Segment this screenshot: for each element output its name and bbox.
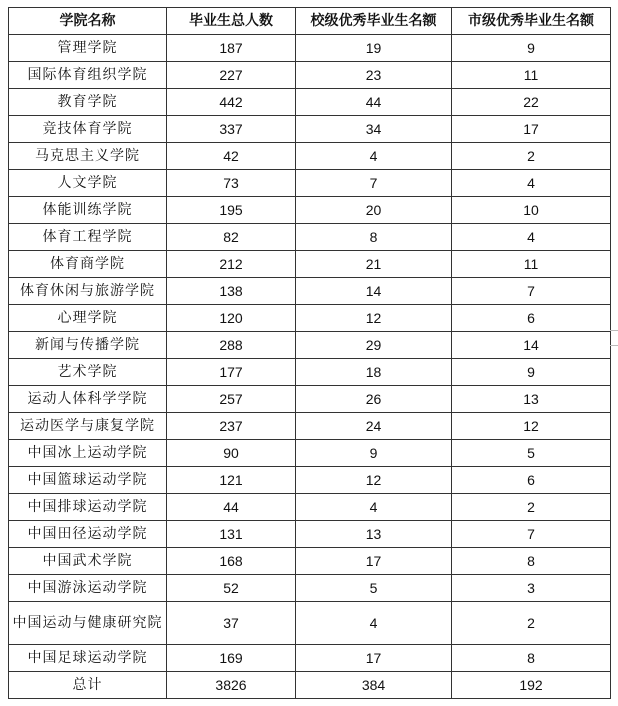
- header-total-graduates: 毕业生总人数: [167, 8, 296, 35]
- table-header-row: [9, 8, 611, 35]
- total-graduates-cell: 73: [167, 170, 296, 197]
- city-quota-cell: 5: [452, 440, 611, 467]
- table-row: [9, 116, 611, 143]
- table-row: [9, 197, 611, 224]
- total-graduates-cell: 212: [167, 251, 296, 278]
- table-row: [9, 35, 611, 62]
- school-quota-cell: 5: [296, 575, 452, 602]
- college-name-cell: 中国田径运动学院: [9, 521, 167, 548]
- college-name-cell: 中国足球运动学院: [9, 645, 167, 672]
- total-graduates-cell: 337: [167, 116, 296, 143]
- total-graduates-cell: 52: [167, 575, 296, 602]
- document-page: [8, 7, 611, 699]
- college-name-cell: 中国武术学院: [9, 548, 167, 575]
- header-college-name: 学院名称: [9, 8, 167, 35]
- total-graduates-cell: 42: [167, 143, 296, 170]
- table-row: [9, 89, 611, 116]
- school-quota-cell: 13: [296, 521, 452, 548]
- college-name-cell: 心理学院: [9, 305, 167, 332]
- college-name-cell: 教育学院: [9, 89, 167, 116]
- college-name-cell: 人文学院: [9, 170, 167, 197]
- city-quota-cell: 22: [452, 89, 611, 116]
- city-quota-cell: 11: [452, 62, 611, 89]
- total-graduates-cell: 131: [167, 521, 296, 548]
- total-graduates-cell: 237: [167, 413, 296, 440]
- college-name-cell: 体能训练学院: [9, 197, 167, 224]
- school-quota-cell: 9: [296, 440, 452, 467]
- table-row: [9, 494, 611, 521]
- college-name-cell: 体育休闲与旅游学院: [9, 278, 167, 305]
- college-name-cell: 新闻与传播学院: [9, 332, 167, 359]
- college-name-cell: 马克思主义学院: [9, 143, 167, 170]
- city-quota-cell: 13: [452, 386, 611, 413]
- total-graduates-cell: 195: [167, 197, 296, 224]
- total-graduates-cell: 168: [167, 548, 296, 575]
- college-name-cell: 中国排球运动学院: [9, 494, 167, 521]
- city-quota-cell: 6: [452, 467, 611, 494]
- city-quota-cell: 2: [452, 494, 611, 521]
- school-quota-cell: 4: [296, 494, 452, 521]
- college-name-cell: 体育工程学院: [9, 224, 167, 251]
- college-name-cell: 中国游泳运动学院: [9, 575, 167, 602]
- total-graduates-cell: 90: [167, 440, 296, 467]
- header-school-level-quota: 校级优秀毕业生名额: [296, 8, 452, 35]
- total-graduates-cell: 442: [167, 89, 296, 116]
- table-row: [9, 413, 611, 440]
- total-label: 总计: [9, 672, 167, 699]
- total-graduates-cell: 82: [167, 224, 296, 251]
- edge-mark: [610, 345, 618, 346]
- city-quota-cell: 7: [452, 278, 611, 305]
- total-graduates-cell: 227: [167, 62, 296, 89]
- total-graduates-cell: 44: [167, 494, 296, 521]
- school-quota-cell: 18: [296, 359, 452, 386]
- total-graduates-cell: 121: [167, 467, 296, 494]
- total-graduates-cell: 257: [167, 386, 296, 413]
- table-row: [9, 645, 611, 672]
- city-quota-cell: 4: [452, 170, 611, 197]
- total-graduates-cell: 187: [167, 35, 296, 62]
- city-quota-cell: 2: [452, 143, 611, 170]
- city-quota-cell: 11: [452, 251, 611, 278]
- school-quota-cell: 19: [296, 35, 452, 62]
- city-quota-cell: 12: [452, 413, 611, 440]
- college-name-cell: 竞技体育学院: [9, 116, 167, 143]
- school-quota-cell: 14: [296, 278, 452, 305]
- total-city-quota-sum: 192: [452, 672, 611, 699]
- table-row: [9, 224, 611, 251]
- total-graduates-cell: 177: [167, 359, 296, 386]
- school-quota-cell: 4: [296, 602, 452, 645]
- school-quota-cell: 7: [296, 170, 452, 197]
- school-quota-cell: 12: [296, 305, 452, 332]
- header-city-level-quota: 市级优秀毕业生名额: [452, 8, 611, 35]
- city-quota-cell: 9: [452, 359, 611, 386]
- school-quota-cell: 12: [296, 467, 452, 494]
- edge-mark: [610, 330, 618, 331]
- total-graduates-cell: 169: [167, 645, 296, 672]
- table-row: [9, 440, 611, 467]
- table-row: [9, 467, 611, 494]
- college-name-cell: 运动人体科学学院: [9, 386, 167, 413]
- table-row: [9, 251, 611, 278]
- table-row: [9, 521, 611, 548]
- school-quota-cell: 26: [296, 386, 452, 413]
- school-quota-cell: 17: [296, 548, 452, 575]
- city-quota-cell: 7: [452, 521, 611, 548]
- school-quota-cell: 44: [296, 89, 452, 116]
- school-quota-cell: 8: [296, 224, 452, 251]
- city-quota-cell: 4: [452, 224, 611, 251]
- school-quota-cell: 29: [296, 332, 452, 359]
- college-name-cell: 中国运动与健康研究院: [9, 602, 167, 645]
- table-row: [9, 305, 611, 332]
- college-name-cell: 中国篮球运动学院: [9, 467, 167, 494]
- table-row: [9, 575, 611, 602]
- total-graduates-sum: 3826: [167, 672, 296, 699]
- city-quota-cell: 9: [452, 35, 611, 62]
- city-quota-cell: 8: [452, 548, 611, 575]
- table-row: [9, 278, 611, 305]
- school-quota-cell: 34: [296, 116, 452, 143]
- table-row: [9, 548, 611, 575]
- school-quota-cell: 20: [296, 197, 452, 224]
- graduate-quota-table: [8, 7, 611, 699]
- table-row: [9, 359, 611, 386]
- city-quota-cell: 8: [452, 645, 611, 672]
- total-graduates-cell: 37: [167, 602, 296, 645]
- city-quota-cell: 17: [452, 116, 611, 143]
- table-row: [9, 602, 611, 645]
- table-row: [9, 386, 611, 413]
- college-name-cell: 国际体育组织学院: [9, 62, 167, 89]
- table-body: [9, 35, 611, 672]
- table-row: [9, 62, 611, 89]
- city-quota-cell: 2: [452, 602, 611, 645]
- table-row: [9, 143, 611, 170]
- college-name-cell: 艺术学院: [9, 359, 167, 386]
- table-row: [9, 332, 611, 359]
- school-quota-cell: 23: [296, 62, 452, 89]
- table-row: [9, 170, 611, 197]
- school-quota-cell: 21: [296, 251, 452, 278]
- school-quota-cell: 17: [296, 645, 452, 672]
- total-graduates-cell: 138: [167, 278, 296, 305]
- total-school-quota-sum: 384: [296, 672, 452, 699]
- college-name-cell: 中国冰上运动学院: [9, 440, 167, 467]
- table-total-row: [9, 672, 611, 699]
- total-graduates-cell: 120: [167, 305, 296, 332]
- school-quota-cell: 24: [296, 413, 452, 440]
- school-quota-cell: 4: [296, 143, 452, 170]
- city-quota-cell: 10: [452, 197, 611, 224]
- total-graduates-cell: 288: [167, 332, 296, 359]
- college-name-cell: 运动医学与康复学院: [9, 413, 167, 440]
- city-quota-cell: 3: [452, 575, 611, 602]
- city-quota-cell: 14: [452, 332, 611, 359]
- city-quota-cell: 6: [452, 305, 611, 332]
- college-name-cell: 体育商学院: [9, 251, 167, 278]
- college-name-cell: 管理学院: [9, 35, 167, 62]
